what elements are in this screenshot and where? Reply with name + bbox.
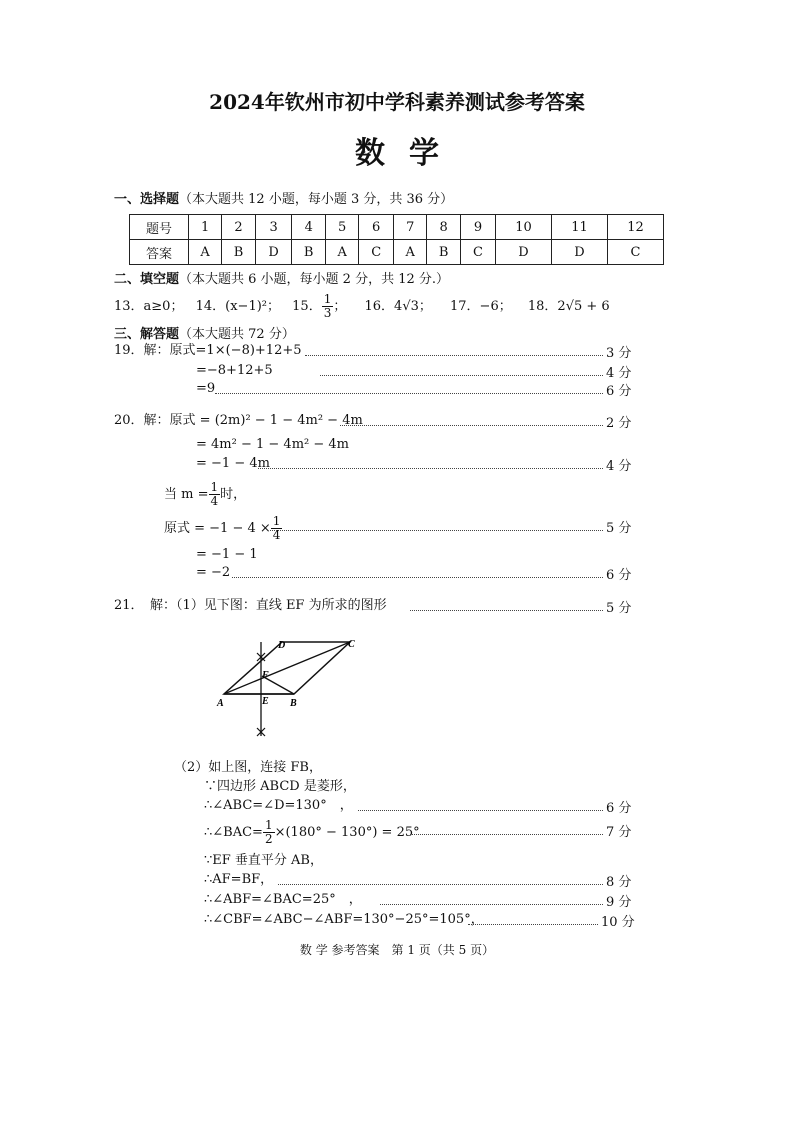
table-cell: 10 [495, 215, 551, 240]
table-row [130, 215, 664, 240]
score: 8 分 [606, 875, 632, 890]
fraction-denominator: 4 [210, 494, 219, 508]
q20-line-5-fraction [271, 515, 283, 542]
q20-line-3: = −1 − 4m [196, 456, 270, 471]
label-f: F [262, 670, 269, 681]
q19-line-2: =−8+12+5 [196, 363, 273, 378]
section3-note: （本大题共 72 分） [179, 327, 295, 342]
q21-line-ef: ∵EF 垂直平分 AB， [204, 853, 323, 868]
score: 2 分 [606, 416, 632, 431]
score: 5 分 [606, 601, 632, 616]
table-row-label: 题号 [130, 215, 189, 240]
section1-heading [114, 188, 453, 207]
table-cell: 9 [461, 215, 496, 240]
score: 5 分 [606, 521, 632, 536]
table-cell: D [495, 240, 551, 265]
fraction-denominator: 4 [272, 528, 281, 542]
dotted-leader [468, 924, 598, 925]
dotted-leader [380, 904, 603, 905]
q19-line-3: =9 [196, 381, 216, 396]
q20-line-6: = −1 − 1 [196, 547, 258, 562]
table-row-label: 答案 [130, 240, 189, 265]
score: 9 分 [606, 895, 632, 910]
q20-line-5-text: 原式 = −1 − 4 × [164, 521, 271, 536]
q21-bac-fraction [263, 819, 275, 846]
answer-14: 14．(x−1)²； [195, 299, 281, 314]
q21-line-abf: ∴∠ABF=∠BAC=25° ， [204, 892, 362, 907]
dotted-leader [320, 375, 603, 376]
q20-line-5 [164, 512, 282, 546]
table-cell: A [189, 240, 222, 265]
label-b: B [290, 698, 297, 709]
table-cell: 12 [607, 215, 663, 240]
q20-when-text: 当 m = [164, 487, 209, 502]
section3-heading-text: 三、解答题 [114, 327, 180, 342]
q21-part2: （2）如上图，连接 FB， [174, 760, 322, 775]
q21-bac-text: ∴∠BAC= [204, 825, 263, 840]
table-cell: B [222, 240, 256, 265]
q20-when-fraction [209, 481, 221, 508]
dotted-leader [410, 610, 603, 611]
score: 7 分 [606, 825, 632, 840]
diagonal-ac [224, 642, 350, 694]
dotted-leader [410, 834, 603, 835]
dotted-leader [340, 425, 603, 426]
fraction-numerator: 1 [210, 480, 219, 494]
rhombus-figure [210, 634, 370, 744]
fraction-numerator: 1 [264, 818, 273, 832]
page-footer: 数 学 参考答案 第 1 页（共 5 页） [299, 943, 495, 957]
table-cell: D [255, 240, 292, 265]
score: 3 分 [606, 346, 632, 361]
table-cell: C [359, 240, 394, 265]
fill-blank-answers [114, 292, 610, 322]
dotted-leader [232, 577, 603, 578]
table-cell: C [607, 240, 663, 265]
table-cell: 7 [394, 215, 427, 240]
answer-13: 13．a≥0； [114, 299, 184, 314]
table-cell: C [461, 240, 496, 265]
fraction-numerator: 1 [323, 292, 332, 306]
table-cell: B [292, 240, 326, 265]
q20-line-7: = −2 [196, 565, 231, 580]
section2-note: （本大题共 6 小题，每小题 2 分，共 12 分.） [179, 272, 450, 287]
q20-substitute [164, 478, 246, 512]
dotted-leader [270, 530, 603, 531]
subject-title: 数学 [355, 136, 463, 171]
section1-heading-text: 一、选择题 [114, 192, 180, 207]
dotted-leader [278, 884, 603, 885]
label-d: D [278, 640, 286, 651]
section3-heading [114, 323, 295, 342]
section2-heading-text: 二、填空题 [114, 272, 180, 287]
dotted-leader [358, 810, 603, 811]
fraction-numerator: 1 [272, 514, 281, 528]
score: 4 分 [606, 366, 632, 381]
q20-line-1: 20．解：原式 = (2m)² − 1 − 4m² − 4m [114, 413, 363, 428]
q21-line-cbf: ∴∠CBF=∠ABC−∠ABF=130°−25°=105°， [204, 912, 484, 927]
score: 6 分 [606, 801, 632, 816]
page-title: 2024年钦州市初中学科素养测试参考答案 [209, 90, 585, 114]
table-cell: 5 [326, 215, 359, 240]
label-c: C [348, 639, 355, 650]
dotted-leader [305, 355, 603, 356]
fraction-denominator: 2 [264, 832, 273, 846]
table-cell: A [326, 240, 359, 265]
label-e: E [262, 696, 269, 707]
table-cell: 4 [292, 215, 326, 240]
table-cell: D [551, 240, 607, 265]
table-cell: 6 [359, 215, 394, 240]
table-row [130, 240, 664, 265]
answer-18: 18．2√5 + 6 [527, 299, 610, 314]
q19-line-1: 19．解：原式=1×(−8)+12+5 [114, 343, 302, 358]
answer-15-fraction [322, 293, 334, 320]
section2-heading [114, 268, 449, 287]
dotted-leader [258, 468, 603, 469]
fraction-denominator: 3 [323, 306, 332, 320]
q20-when-end: 时， [220, 487, 247, 502]
table-cell: 8 [427, 215, 461, 240]
answer-17: 17．−6； [450, 299, 512, 314]
table-cell: 11 [551, 215, 607, 240]
table-cell: 1 [189, 215, 222, 240]
table-cell: 3 [255, 215, 292, 240]
score: 10 分 [601, 915, 635, 930]
answer-15-label: 15． [292, 299, 322, 314]
q20-line-2: = 4m² − 1 − 4m² − 4m [196, 437, 349, 452]
q21-line-1: 21． 解：（1）见下图：直线 EF 为所求的图形 [114, 598, 387, 613]
section1-note: （本大题共 12 小题，每小题 3 分，共 36 分） [179, 192, 454, 207]
label-a: A [217, 698, 224, 709]
q21-line-rhombus: ∵四边形 ABCD 是菱形， [204, 779, 356, 794]
table-cell: 2 [222, 215, 256, 240]
q21-line-bac [204, 816, 420, 850]
dotted-leader [215, 393, 603, 394]
answer-15-end: ； [333, 299, 347, 314]
q21-bac-end: ×(180° − 130°) = 25° [274, 825, 420, 840]
table-cell: B [427, 240, 461, 265]
answer-16: 16．4√3； [364, 299, 432, 314]
score: 4 分 [606, 459, 632, 474]
score: 6 分 [606, 568, 632, 583]
score: 6 分 [606, 384, 632, 399]
q21-line-af: ∴AF=BF， [204, 872, 274, 887]
table-cell: A [394, 240, 427, 265]
answer-table [129, 214, 664, 265]
q21-line-abc: ∴∠ABC=∠D=130° ， [204, 798, 353, 813]
